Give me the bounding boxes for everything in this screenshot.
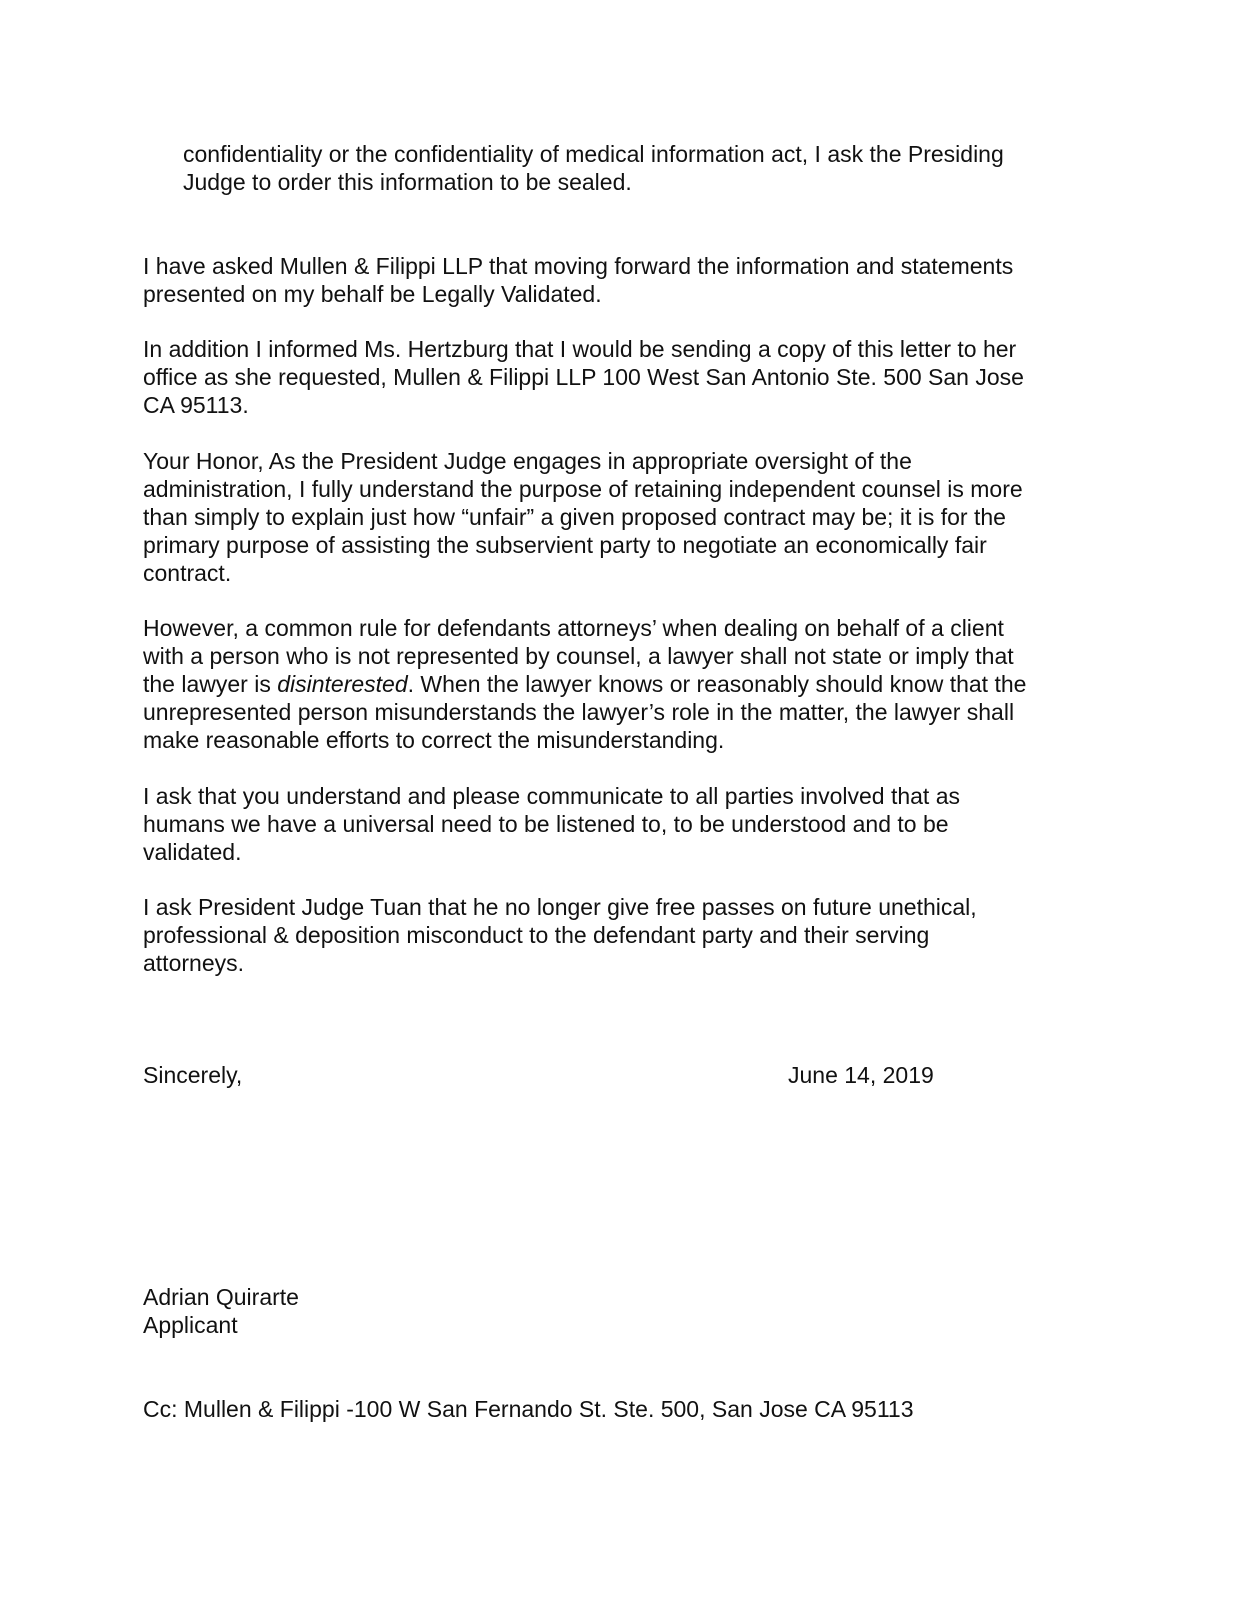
paragraph-copy-notice	[143, 335, 1024, 419]
text-line: I ask that you understand and please communicate to all parties involved that as	[143, 783, 960, 809]
signature-block	[143, 1283, 299, 1339]
signer-title: Applicant	[143, 1312, 238, 1338]
italic-term: disinterested	[277, 671, 408, 697]
text-line: primary purpose of assisting the subservient party to negotiate an economically fair	[143, 532, 987, 558]
paragraph-attorney-rule	[143, 614, 1026, 754]
text-line: administration, I fully understand the purpose of retaining independent counsel is more	[143, 476, 1023, 502]
text-line: professional & deposition misconduct to the defendant party and their serving	[143, 922, 930, 948]
text-fragment: the lawyer is	[143, 671, 278, 697]
text-line: Judge to order this information to be sealed.	[183, 169, 632, 195]
text-line: In addition I informed Ms. Hertzburg that I would be sending a copy of this letter to her	[143, 336, 1017, 362]
paragraph-independent-counsel	[143, 447, 1023, 587]
text-line: However, a common rule for defendants attorneys’ when dealing on behalf of a client	[143, 615, 1004, 641]
closing-salutation: Sincerely,	[143, 1062, 243, 1088]
text-line: office as she requested, Mullen & Filippi LLP 100 West San Antonio Ste. 500 San Jose	[143, 364, 1024, 390]
paragraph-universal-need	[143, 782, 960, 866]
text-fragment: . When the lawyer knows or reasonably should know that the	[407, 671, 1027, 697]
text-line: make reasonable efforts to correct the misunderstanding.	[143, 727, 725, 753]
paragraph-sealing-request	[183, 140, 1004, 196]
letter-date: June 14, 2019	[788, 1062, 934, 1088]
text-line: presented on my behalf be Legally Validated.	[143, 281, 602, 307]
cc-line: Cc: Mullen & Filippi -100 W San Fernando St. Ste. 500, San Jose CA 95113	[143, 1396, 914, 1422]
text-line: humans we have a universal need to be listened to, to be understood and to be	[143, 811, 949, 837]
text-line: contract.	[143, 560, 232, 586]
signer-name: Adrian Quirarte	[143, 1284, 299, 1310]
text-line: confidentiality or the confidentiality of medical information act, I ask the Presiding	[183, 141, 1004, 167]
text-line: with a person who is not represented by counsel, a lawyer shall not state or imply that	[143, 643, 1014, 669]
text-line: validated.	[143, 839, 242, 865]
text-line: CA 95113.	[143, 392, 249, 418]
text-line	[143, 670, 1026, 698]
text-line: I ask President Judge Tuan that he no longer give free passes on future unethical,	[143, 894, 977, 920]
text-line: attorneys.	[143, 950, 244, 976]
text-line: unrepresented person misunderstands the lawyer’s role in the matter, the lawyer shall	[143, 699, 1015, 725]
text-line: Your Honor, As the President Judge engages in appropriate oversight of the	[143, 448, 912, 474]
paragraph-misconduct-request	[143, 893, 977, 977]
text-line: than simply to explain just how “unfair” a given proposed contract may be; it is for the	[143, 504, 1006, 530]
text-line: I have asked Mullen & Filippi LLP that moving forward the information and statements	[143, 253, 1014, 279]
paragraph-legal-validation	[143, 252, 1013, 308]
